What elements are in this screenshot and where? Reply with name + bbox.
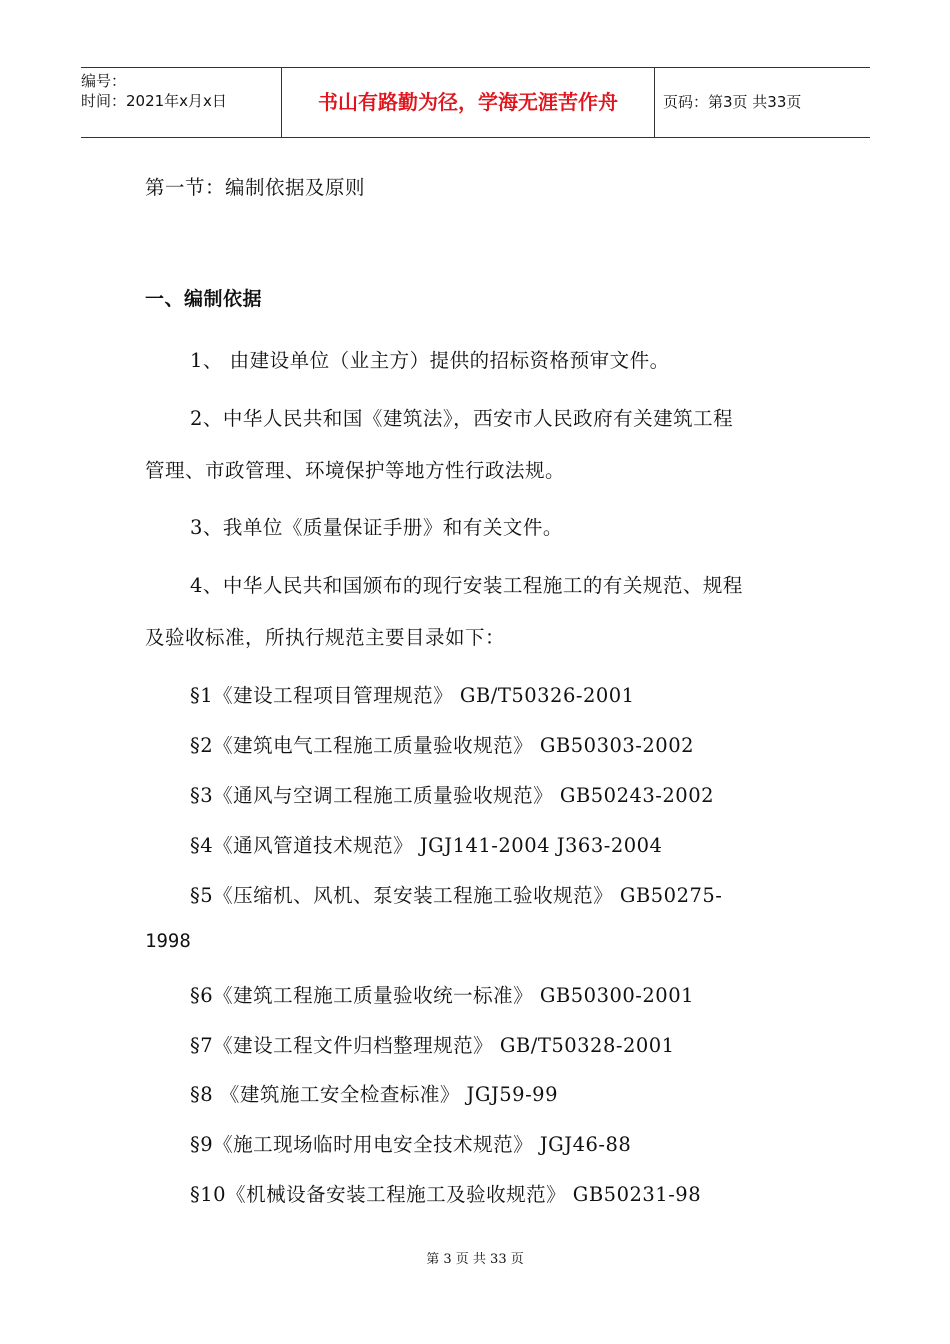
standard-item-9: §9《施工现场临时用电安全技术规范》 JGJ46-88 bbox=[190, 1133, 632, 1156]
page-footer: 第 3 页 共 33 页 bbox=[426, 1252, 524, 1267]
standard-item-2: §2《建筑电气工程施工质量验收规范》 GB50303-2002 bbox=[190, 734, 695, 757]
section-title: 第一节：编制依据及原则 bbox=[145, 176, 366, 199]
header-motto: 书山有路勤为径，学海无涯苦作舟 bbox=[281, 68, 655, 137]
paragraph-item-2: 2、中华人民共和国《建筑法》，西安市人民政府有关建筑工程 bbox=[190, 407, 734, 430]
standard-item-3: §3《通风与空调工程施工质量验收规范》 GB50243-2002 bbox=[190, 784, 715, 807]
heading-basis: 一、编制依据 bbox=[145, 288, 263, 310]
document-number-label: 编号： bbox=[81, 72, 127, 90]
paragraph-item-4: 4、中华人民共和国颁布的现行安装工程施工的有关规范、规程 bbox=[190, 574, 743, 597]
standard-item-1: §1《建设工程项目管理规范》 GB/T50326-2001 bbox=[190, 684, 635, 707]
paragraph-item-4-cont: 及验收标准，所执行规范主要目录如下： bbox=[145, 626, 506, 649]
paragraph-item-1: 1、 由建设单位（业主方）提供的招标资格预审文件。 bbox=[190, 349, 670, 372]
standard-item-7: §7《建设工程文件归档整理规范》 GB/T50328-2001 bbox=[190, 1034, 675, 1057]
page-header bbox=[81, 67, 870, 138]
standard-item-6: §6《建筑工程施工质量验收统一标准》 GB50300-2001 bbox=[190, 984, 695, 1007]
standard-item-4: §4《通风管道技术规范》 JGJ141-2004 J363-2004 bbox=[190, 834, 663, 857]
standard-item-10: §10《机械设备安装工程施工及验收规范》 GB50231-98 bbox=[190, 1183, 702, 1206]
standard-item-5-cont: 1998 bbox=[145, 930, 191, 952]
paragraph-item-3: 3、我单位《质量保证手册》和有关文件。 bbox=[190, 516, 563, 539]
standard-item-8: §8 《建筑施工安全检查标准》 JGJ59-99 bbox=[190, 1083, 558, 1106]
paragraph-item-2-cont: 管理、市政管理、环境保护等地方性行政法规。 bbox=[145, 459, 566, 482]
header-meta bbox=[81, 68, 281, 140]
document-date: 时间：2021年x月x日 bbox=[81, 92, 227, 110]
standard-item-5: §5《压缩机、风机、泵安装工程施工验收规范》 GB50275- bbox=[190, 884, 723, 907]
header-page-info: 页码：第3页 共33页 bbox=[663, 93, 802, 111]
